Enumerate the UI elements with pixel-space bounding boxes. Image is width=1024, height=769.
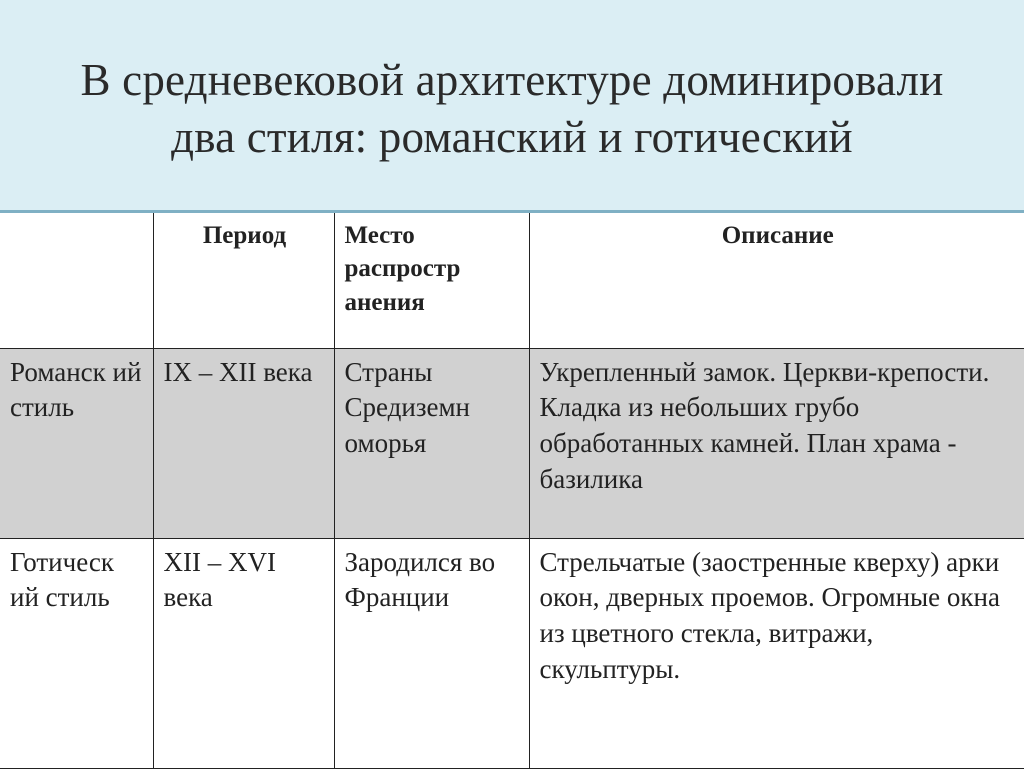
cell-style-name: Романск ий стиль <box>0 348 153 538</box>
cell-style-name: Готическ ий стиль <box>0 538 153 768</box>
title-banner <box>0 0 1024 213</box>
cell-period: XII – XVI века <box>153 538 334 768</box>
cell-place: Страны Средиземн оморья <box>334 348 529 538</box>
styles-table-container <box>0 213 1024 769</box>
cell-place: Зародился во Франции <box>334 538 529 768</box>
slide-title-line-1: В средневековой архитектуре доминировали <box>80 55 944 106</box>
header-cell-description: Описание <box>529 213 1024 348</box>
cell-description: Стрельчатые (заостренные кверху) арки окон, дверных проемов. Огромные окна из цветного стекла, витражи, скульптуры. <box>529 538 1024 768</box>
table-row-gothic <box>0 538 1024 768</box>
cell-description: Укрепленный замок. Церкви-крепости. Кладка из небольших грубо обработанных камней. План храма - базилика <box>529 348 1024 538</box>
architecture-styles-table <box>0 213 1024 769</box>
table-header-row <box>0 213 1024 348</box>
slide-title-line-2: два стиля: романский и готический <box>171 112 853 162</box>
cell-period: IX – XII века <box>153 348 334 538</box>
header-cell-empty <box>0 213 153 348</box>
table-row-romanesque <box>0 348 1024 538</box>
header-cell-period: Период <box>153 213 334 348</box>
slide-title <box>81 44 944 165</box>
header-cell-place: Место распростр анения <box>334 213 529 348</box>
